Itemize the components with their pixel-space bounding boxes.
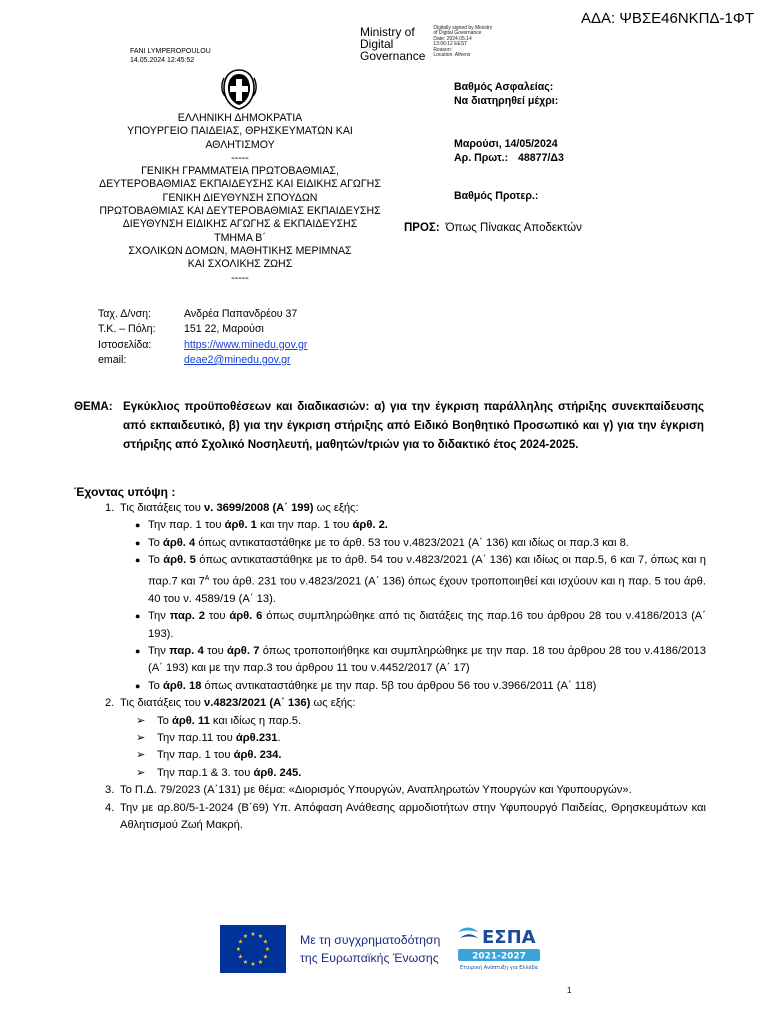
org-line: ΓΕΝΙΚΗ ΓΡΑΜΜΑΤΕΙΑ ΠΡΩΤΟΒΑΘΜΙΑΣ,: [141, 165, 339, 178]
ministry-digital-governance: [360, 26, 425, 62]
bullet-text: όπως αντικαταστάθηκε με το άρθ. 54 του ν.4823/2021 (Α΄ 136) και ιδίως οι παρ.5, 6 και 7, όπως και η παρ.7 και 7: [148, 554, 706, 588]
organization-block: [90, 112, 390, 285]
contact-address-row: [98, 307, 307, 322]
svg-text:★: ★: [262, 938, 269, 946]
address-label: Ταχ. Δ/νση:: [98, 308, 151, 320]
to-value: Όπως Πίνακας Αποδεκτών: [445, 222, 582, 234]
espa-logo-icon: [456, 924, 542, 974]
bullet-bold: άρθ. 6: [229, 610, 263, 623]
digital-signature-block: [360, 26, 492, 62]
eu-stars-icon: [220, 925, 286, 973]
bullet-bold: άρθ. 18: [162, 679, 202, 692]
bullet-bold: άρθ. 11: [171, 714, 210, 727]
svg-text:★: ★: [262, 953, 269, 961]
signer-name: FANI LYMPEROPOULOU: [130, 48, 211, 55]
bullet-text: και την παρ. 1 του: [256, 519, 353, 532]
signature-meta-line: Date: 2024.05.14: [433, 35, 472, 42]
page-number: 1: [567, 986, 572, 995]
org-line: ΔΕΥΤΕΡΟΒΑΘΜΙΑΣ ΕΚΠΑΙΔΕΥΣΗΣ ΚΑΙ ΕΙΔΙΚΗΣ ΑΓΩΓΗΣ: [99, 178, 381, 191]
ada-code: ΑΔΑ: ΨΒΣΕ46ΝΚΠΔ-1ΦΤ: [580, 10, 754, 27]
item-law: ν. 3699/2008 (Α΄ 199): [204, 502, 314, 514]
svg-text:★: ★: [235, 946, 242, 953]
document-date: Μαρούσι, 14/05/2024: [454, 138, 558, 150]
bullet-text: Την παρ.1 & 3. του: [157, 766, 254, 779]
item-text: ως εξής:: [313, 502, 359, 514]
org-line: ΣΧΟΛΙΚΩΝ ΔΟΜΩΝ, ΜΑΘΗΤΙΚΗΣ ΜΕΡΙΜΝΑΣ: [128, 244, 352, 257]
contact-email-row: [98, 353, 307, 368]
signature-meta: [433, 26, 492, 62]
svg-text:★: ★: [237, 953, 244, 961]
arrow-bullet-icon: ➢: [136, 714, 146, 727]
org-line: ΚΑΙ ΣΧΟΛΙΚΗΣ ΖΩΗΣ: [187, 258, 293, 271]
bullet-text: Το: [148, 554, 164, 567]
item-number: 3.: [105, 784, 115, 797]
address-value: Ανδρέα Παπανδρέου 37: [184, 308, 298, 320]
item-law: ν.4823/2021 (Α΄ 136): [204, 697, 311, 710]
bullet-bold: παρ. 2: [169, 610, 205, 623]
item-text: Το Π.Δ. 79/2023 (Α΄131) με θέμα: «Διορισμός Υπουργών, Αναπληρωτών Υπουργών και Υφυπουργών».: [120, 784, 632, 797]
website-link[interactable]: https://www.minedu.gov.gr: [184, 338, 308, 351]
org-line: ΥΠΟΥΡΓΕΙΟ ΠΑΙΔΕΙΑΣ, ΘΡΗΣΚΕΥΜΑΤΩΝ ΚΑΙ: [127, 125, 353, 138]
list-item: [74, 678, 706, 695]
list-item: [74, 800, 706, 835]
bullet-text: όπως συμπληρώθηκε από τις διατάξεις της παρ.16 του άρθρου 28 του ν.4186/2013 (Α΄ 193).: [148, 610, 706, 640]
bullet-text: Την παρ. 1 του: [157, 749, 234, 762]
bullet-text: και ιδίως η παρ.5.: [209, 714, 302, 727]
org-line: -----: [231, 271, 249, 284]
org-line: ΓΕΝΙΚΗ ΔΙΕΥΘΥΝΣΗ ΣΠΟΥΔΩΝ: [162, 191, 318, 204]
list-item: [74, 765, 706, 782]
subject-text: Εγκύκλιος προϋποθέσεων και διαδικασιών: α) για την έγκριση παράλληλης στήριξης συνεκπαίδευσης από εκπαιδευτικό, β) για την έγκριση στήριξης από Ειδικό Βοηθητικό Προσωπικό και γ) για την έγκριση στήριξης από Σχολικό Νοσηλευτή, μαθητών/τριών για το διδακτικό έτος 2024-2025.: [123, 400, 704, 451]
bullet-text: όπως αντικαταστάθηκε με το άρθ. 53 του ν.4823/2021 (Α΄ 136) και ιδίως οι παρ.3 και 8.: [195, 536, 629, 549]
footer-logos: [220, 924, 542, 974]
contact-website-row: [98, 338, 307, 353]
svg-text:★: ★: [264, 946, 271, 953]
item-number: 4.: [105, 801, 115, 814]
ministry-line: Digital: [360, 37, 394, 51]
bullet-bold: άρθ. 7: [226, 644, 260, 657]
bullet-text: Την παρ. 1 του: [148, 519, 225, 532]
signature-meta-line: Reason:: [433, 46, 452, 53]
website-label: Ιστοσελίδα:: [98, 338, 152, 351]
arrow-bullet-icon: ➢: [136, 732, 146, 745]
subject-block: [74, 397, 704, 454]
item-number: 1.: [105, 502, 115, 514]
bullet-bold: άρθ. 1: [224, 519, 257, 532]
ministry-line: Governance: [360, 49, 426, 63]
list-item: [74, 552, 706, 608]
list-item: [74, 517, 706, 534]
greek-emblem-icon: [219, 66, 259, 112]
bullet-text: όπως αντικαταστάθηκε με την παρ. 5β του άρθρου 56 του ν.3966/2011 (Α΄ 118): [201, 679, 597, 692]
bullet-sup: Α: [204, 574, 210, 582]
list-item: [74, 643, 706, 678]
bullet-icon: ●: [135, 680, 141, 691]
bullet-text: Την: [148, 610, 170, 623]
org-line: ΕΛΛΗΝΙΚΗ ΔΗΜΟΚΡΑΤΙΑ: [177, 112, 303, 124]
bullet-text: Την: [148, 644, 170, 657]
considering-heading: Έχοντας υπόψη :: [74, 485, 176, 499]
bullet-text: Το: [148, 679, 163, 692]
bullet-bold: άρθ. 2.: [352, 519, 388, 532]
item-text: ως εξής:: [310, 697, 356, 710]
org-line: ΠΡΩΤΟΒΑΘΜΙΑΣ ΚΑΙ ΔΕΥΤΕΡΟΒΑΘΜΙΑΣ ΕΚΠΑΙΔΕΥΣΗΣ: [99, 205, 381, 218]
signature-meta-line: Location: Athens: [433, 52, 471, 59]
signer-date: 14.05.2024 12:45:52: [130, 57, 195, 64]
keep-until: Να διατηρηθεί μέχρι:: [454, 95, 559, 107]
bullet-text: Το: [157, 714, 172, 727]
item-text: Τις διατάξεις του: [120, 697, 205, 710]
item-text: Την με αρ.80/5-1-2024 (Β΄69) Υπ. Απόφαση Ανάθεσης αρμοδιοτήτων στην Υφυπουργό Παιδείας, Θρησκευμάτων και Αθλητισμού Ζωή Μακρή.: [120, 801, 706, 832]
bullet-bold: άρθ. 245.: [253, 766, 302, 779]
org-line: ΤΜΗΜΑ Β΄: [214, 231, 266, 244]
cofund-line: Με τη συγχρηματοδότηση: [300, 933, 441, 947]
bullet-icon: ●: [135, 520, 141, 531]
email-link[interactable]: deae2@minedu.gov.gr: [184, 353, 291, 366]
svg-text:★: ★: [242, 959, 249, 966]
org-line: ΑΘΛΗΤΙΣΜΟΥ: [205, 138, 275, 151]
bullet-icon: ●: [135, 611, 141, 622]
ministry-line: Ministry of: [360, 25, 415, 39]
item-number: 2.: [105, 697, 115, 710]
bullet-bold: άρθ.231: [235, 732, 278, 745]
city-label: Τ.Κ. – Πόλη:: [98, 323, 156, 336]
svg-text:★: ★: [257, 933, 264, 940]
bullet-text: Το: [148, 536, 163, 549]
signer-stamp: [130, 47, 211, 65]
contact-city-row: [98, 322, 307, 337]
org-line: -----: [231, 151, 249, 164]
list-item: [74, 747, 706, 764]
list-item: [74, 500, 706, 517]
svg-text:★: ★: [237, 938, 244, 946]
cofund-line: της Ευρωπαϊκής Ένωσης: [300, 951, 439, 965]
bullet-bold: παρ. 4: [169, 644, 204, 657]
bullet-bold: άρθ. 5: [163, 554, 196, 567]
bullet-text: του: [204, 610, 230, 623]
bullet-icon: ●: [135, 645, 141, 656]
bullet-text: του: [203, 644, 227, 657]
signature-meta-line: 13:06:12 EEST: [433, 41, 468, 48]
bullet-icon: ●: [135, 537, 141, 548]
item-text: Τις διατάξεις του: [120, 502, 205, 514]
bullet-text: του άρθ. 231 του ν.4823/2021 (Α΄ 136) όπως έχουν τροποποιηθεί και ισχύουν και η παρ. 5 του άρθ. 40 του ν. 4589/19 (Α΄ 13).: [148, 575, 707, 605]
security-level: Βαθμός Ασφαλείας:: [454, 81, 554, 93]
priority-level: Βαθμός Προτερ.:: [454, 190, 539, 202]
list-item: [74, 730, 706, 747]
espa-tagline: Εταιρική Ανάπτυξη για Ελλάδα: [460, 965, 539, 971]
list-item: [74, 695, 706, 712]
recipients-line: [404, 222, 582, 234]
bullet-text: .: [277, 732, 281, 745]
svg-text:★: ★: [257, 959, 264, 966]
signature-meta-line: Digitally signed by Ministry: [433, 25, 493, 31]
espa-wordmark: ΕΣΠΑ: [482, 927, 536, 948]
arrow-bullet-icon: ➢: [136, 749, 146, 762]
eu-flag-icon: [220, 925, 286, 973]
espa-years: 2021-2027: [472, 951, 527, 962]
subject-label: ΘΕΜΑ:: [74, 400, 113, 413]
protocol-number: [454, 152, 564, 164]
signature-meta-line: of Digital Governance: [433, 30, 482, 37]
bullet-icon: ●: [135, 555, 141, 566]
contact-block: [98, 307, 307, 368]
bullet-bold: άρθ. 234.: [233, 749, 282, 762]
list-item: [74, 608, 706, 643]
bullet-text: όπως τροποποιήθηκε και συμπληρώθηκε με την παρ. 18 του άρθρου 28 του ν.4186/2013 (Α΄ 193) και με την παρ.3 του άρθρου 11 του ν.4452/2017 (Α΄ 17): [148, 644, 706, 675]
considerations-list: [74, 500, 706, 834]
protocol-value: 48877/Δ3: [518, 152, 564, 164]
bullet-text: Την παρ.11 του: [157, 732, 236, 745]
eu-cofunding-text: [300, 931, 440, 967]
list-item: [74, 535, 706, 552]
list-item: [74, 713, 706, 730]
list-item: [74, 782, 706, 799]
protocol-label: Αρ. Πρωτ.:: [454, 152, 509, 164]
city-value: 151 22, Μαρούσι: [184, 323, 264, 336]
bullet-bold: άρθ. 4: [162, 536, 196, 549]
svg-text:★: ★: [250, 961, 256, 968]
svg-text:★: ★: [242, 933, 249, 940]
to-label: ΠΡΟΣ:: [404, 222, 440, 234]
arrow-bullet-icon: ➢: [136, 766, 146, 779]
svg-text:★: ★: [250, 931, 256, 938]
email-label: email:: [98, 353, 127, 366]
org-line: ΔΙΕΥΘΥΝΣΗ ΕΙΔΙΚΗΣ ΑΓΩΓΗΣ & ΕΚΠΑΙΔΕΥΣΗΣ: [122, 218, 358, 231]
